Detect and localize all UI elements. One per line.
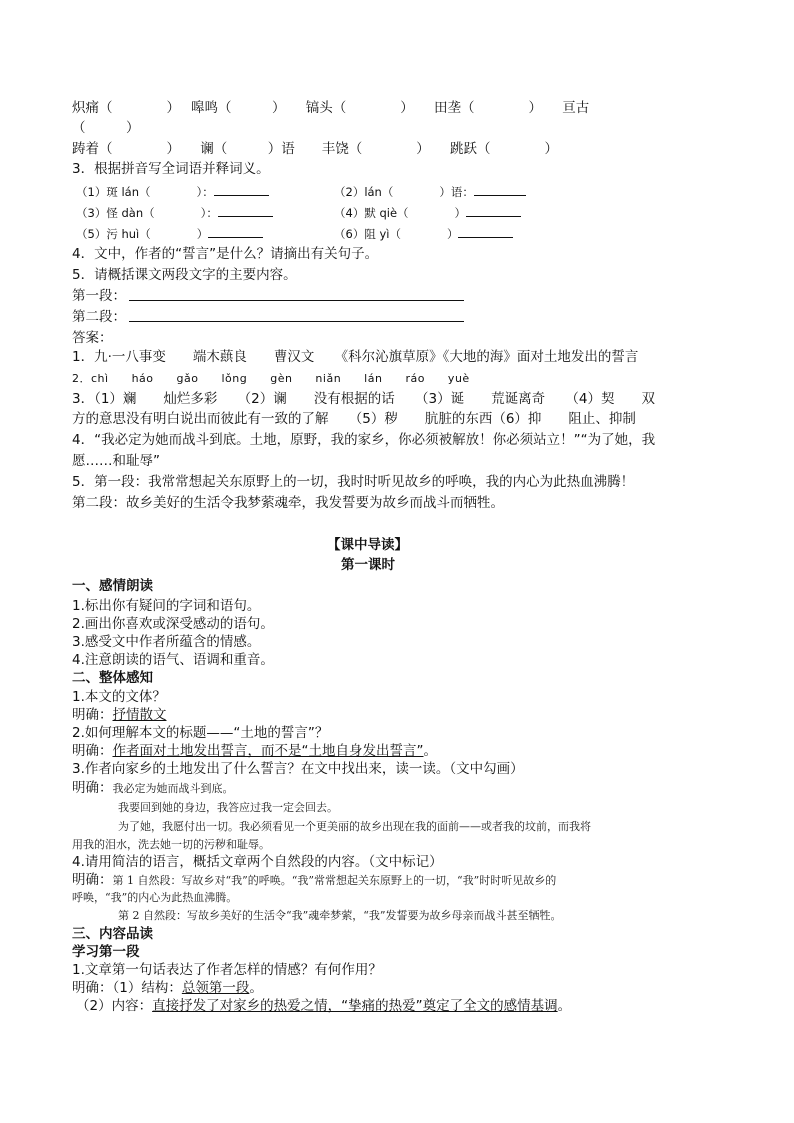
word-list-line-2: （ ）: [72, 120, 140, 136]
answer-label: 答案：: [72, 330, 113, 346]
answer-5-line-1: 5．第一段：我常常想起关东原野上的一切，我时时听见故乡的呼唤，我的内心为此热血沸腾！: [72, 474, 635, 490]
answer-blank[interactable]: [474, 182, 526, 196]
paragraph-2-label: 第二段：: [72, 309, 126, 325]
overall-a1: 明确：抒情散文: [72, 707, 167, 723]
answer-blank[interactable]: [208, 224, 263, 238]
q3-item-1: （1）斑 lán（ ）：: [76, 182, 269, 201]
lesson-title: 第一课时: [341, 557, 395, 573]
overall-q2: 2.如何理解本文的标题——“土地的誓言”？: [72, 725, 329, 741]
overall-q1: 1.本文的文体？: [72, 689, 166, 705]
overall-a2: 明确：作者面对土地发出誓言，而不是“土地自身发出誓言”。: [72, 743, 437, 759]
q3-item-4: （4）默 qiè（ ）: [334, 203, 521, 222]
answer-3-line-1: 3．（1）斓 灿烂多彩 （2）谰 没有根据的话 （3）诞 荒诞离奇 （4）契 双: [72, 391, 655, 407]
paragraph-1-line[interactable]: [129, 300, 464, 301]
content-a1-structure: 明确：（1）结构：总领第一段。: [72, 980, 263, 996]
q3-item-3: （3）怪 dàn（ ）：: [76, 203, 273, 222]
overall-a3-line-3: 为了她，我愿付出一切。我必须看见一个更美丽的故乡出现在我的面前——或者我的坟前，而我将: [118, 820, 591, 833]
word-list-line-3: 踌着（ ） 谰（ ）语 丰饶（ ） 跳跃（ ）: [72, 141, 558, 157]
overall-q3: 3.作者向家乡的土地发出了什么誓言？在文中找出来，读一读。（文中勾画）: [72, 761, 524, 777]
answer-4-line-1: 4．“我必定为她而战斗到底。土地，原野，我的家乡，你必须被解放！你必须站立！”“为了她，我: [72, 432, 656, 448]
answer-blank[interactable]: [466, 203, 521, 217]
content-a1-content: （2）内容：直接抒发了对家乡的热爱之情，“挚痛的热爱”奠定了全文的感情基调。: [76, 998, 572, 1014]
heading-content-reading: 三、内容品读: [72, 926, 153, 942]
overall-a3-line-4: 用我的泪水，洗去她一切的污秽和耻辱。: [72, 838, 270, 851]
question-4: 4．文中，作者的“誓言”是什么？请摘出有关句子。: [72, 246, 379, 262]
answer-4-line-2: 愿……和耻辱”: [72, 453, 160, 469]
answer-1: 1．九·一八事变 端木蕻良 曹汉文 《科尔沁旗草原》《大地的海》面对土地发出的誓言: [72, 349, 639, 365]
answer-blank[interactable]: [218, 203, 273, 217]
section-title: 【课中导读】: [327, 537, 408, 553]
answer-blank[interactable]: [214, 182, 269, 196]
answer-2: 2．chì háo gǎo lǒng gèn niǎn lán ráo yuè: [72, 372, 470, 385]
overall-a3-line-1: 明确：我必定为她而战斗到底。: [72, 780, 234, 796]
subheading-paragraph-one: 学习第一段: [72, 944, 140, 960]
answer-3-line-2: 方的意思没有明白说出而彼此有一致的了解 （5）秽 肮脏的东西（6）抑 阻止、抑制: [72, 411, 636, 427]
question-5: 5．请概括课文两段文字的主要内容。: [72, 267, 297, 283]
heading-overall-perception: 二、整体感知: [72, 670, 153, 686]
step-3: 3.感受文中作者所蕴含的情感。: [72, 634, 261, 650]
paragraph-2-line[interactable]: [129, 321, 464, 322]
overall-a3-line-2: 我要回到她的身边，我答应过我一定会回去。: [118, 801, 338, 814]
content-q1: 1.文章第一句话表达了作者怎样的情感？有何作用？: [72, 962, 382, 978]
answer-blank[interactable]: [458, 224, 513, 238]
q3-item-6: （6）阻 yì（ ）: [334, 224, 513, 243]
step-2: 2.画出你喜欢或深受感动的语句。: [72, 616, 274, 632]
overall-a4-line-3: 第 2 自然段：写故乡美好的生活令“我”魂牵梦萦，“我”发誓要为故乡母亲而战斗甚至牺牲。: [118, 909, 562, 922]
step-4: 4.注意朗读的语气、语调和重音。: [72, 652, 274, 668]
q3-item-5: （5）污 huì（ ）: [76, 224, 263, 243]
overall-a4-line-1: 明确：第 1 自然段：写故乡对“我”的呼唤。“我”常常想起关东原野上的一切，“我”时时听见故乡的: [72, 872, 557, 888]
heading-emotional-reading: 一、感情朗读: [72, 578, 153, 594]
question-3: 3．根据拼音写全词语并释词义。: [72, 161, 270, 177]
overall-q4: 4.请用简洁的语言，概括文章两个自然段的内容。（文中标记）: [72, 854, 443, 870]
word-list-line-1: 炽痛（ ） 嗥鸣（ ） 镐头（ ） 田垄（ ） 亘古: [72, 100, 590, 116]
paragraph-1-label: 第一段：: [72, 288, 126, 304]
q3-item-2: （2）lán（ ）语：: [334, 182, 526, 201]
overall-a4-line-2: 呼唤，“我”的内心为此热血沸腾。: [72, 891, 238, 904]
answer-5-line-2: 第二段：故乡美好的生活令我梦萦魂牵，我发誓要为故乡而战斗而牺牲。: [72, 495, 504, 511]
step-1: 1.标出你有疑问的字词和语句。: [72, 598, 261, 614]
